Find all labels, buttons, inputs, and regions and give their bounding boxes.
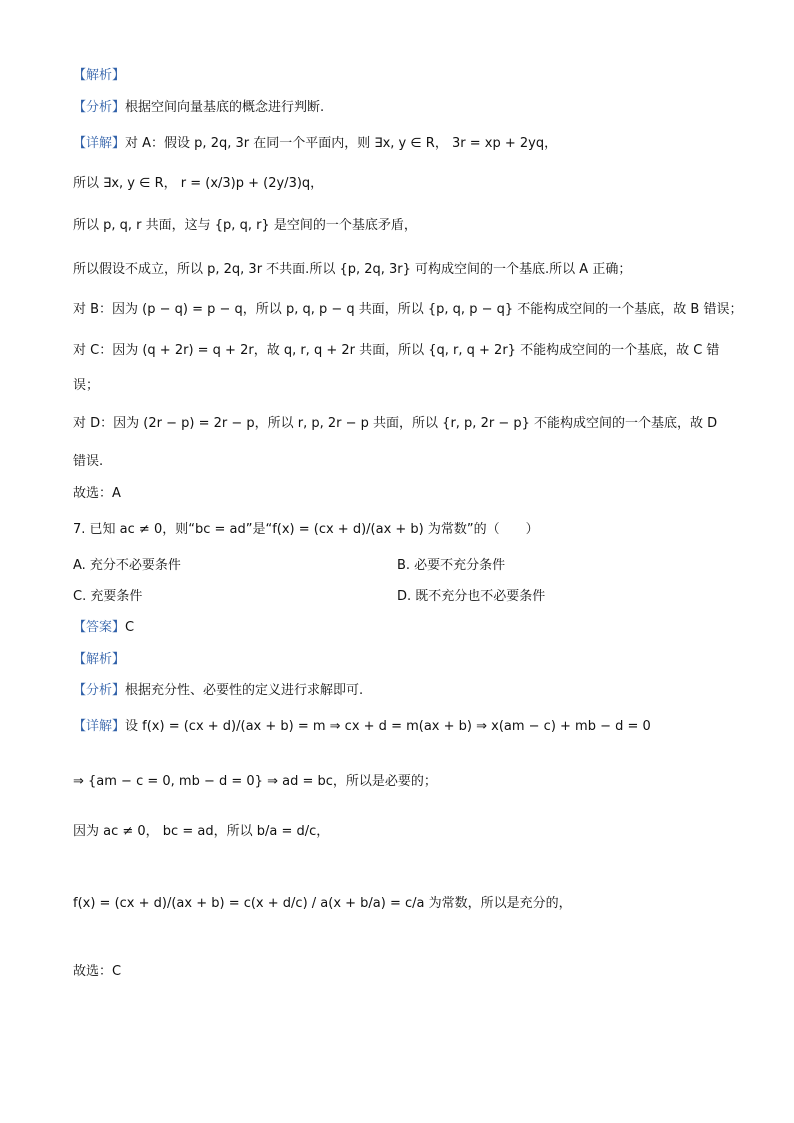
- detail2-line-3: 因为 ac ≠ 0， bc = ad，所以 b/a = d/c，: [73, 824, 330, 839]
- section-heading-analysis: 【解析】: [73, 68, 126, 83]
- detail2-line-1: [73, 717, 651, 737]
- analysis-label-2: 【分析】: [73, 683, 126, 698]
- answer-value: C: [125, 620, 135, 635]
- detail2-text: 设 f(x) = (cx + d)/(ax + b) = m ⇒ cx + d = m(ax + b) ⇒ x(am − c) + mb − d = 0: [125, 719, 651, 734]
- analysis-paragraph: [73, 98, 324, 118]
- detail-line-4: 所以假设不成立，所以 p, 2q, 3r 不共面.所以 {p, 2q, 3r} 可构成空间的一个基底.所以 A 正确；: [73, 262, 632, 277]
- analysis-text-2: 根据充分性、必要性的定义进行求解即可.: [125, 683, 364, 698]
- option-c: C. 充要条件: [73, 589, 143, 604]
- detail-line-1: [73, 134, 557, 154]
- answer-choice-line-2: 故选：C: [73, 964, 122, 979]
- analysis-paragraph-2: [73, 681, 363, 701]
- detail-label: 【详解】: [73, 136, 126, 151]
- detail-label-2: 【详解】: [73, 719, 126, 734]
- detail2-line-2: ⇒ {am − c = 0, mb − d = 0} ⇒ ad = bc，所以是必要的；: [73, 774, 437, 789]
- answer-choice-line: 故选：A: [73, 486, 121, 501]
- option-a: A. 充分不必要条件: [73, 558, 181, 573]
- detail-line-5: 对 B：因为 (p − q) = p − q，所以 p, q, p − q 共面，所以 {p, q, p − q} 不能构成空间的一个基底，故 B 错误；: [73, 302, 743, 317]
- detail-line-3: 所以 p, q, r 共面，这与 {p, q, r} 是空间的一个基底矛盾，: [73, 218, 417, 233]
- analysis-label: 【分析】: [73, 100, 126, 115]
- answer-line: [73, 618, 134, 638]
- detail-text: 对 A：假设 p, 2q, 3r 在同一个平面内，则 ∃x, y ∈ R， 3r = xp + 2yq，: [125, 136, 558, 151]
- option-d: D. 既不充分也不必要条件: [397, 589, 546, 604]
- option-b: B. 必要不充分条件: [397, 558, 506, 573]
- detail-line-6-cont: 误；: [73, 378, 100, 393]
- detail2-line-4: f(x) = (cx + d)/(ax + b) = c(x + d/c) / a(x + b/a) = c/a 为常数，所以是充分的，: [73, 896, 572, 911]
- analysis-text: 根据空间向量基底的概念进行判断.: [125, 100, 325, 115]
- detail-line-7-cont: 错误.: [73, 454, 104, 469]
- question-7-stem: 7. 已知 ac ≠ 0，则“bc = ad”是“f(x) = (cx + d)/(ax + b) 为常数”的（ ）: [73, 522, 539, 537]
- detail-line-7: 对 D：因为 (2r − p) = 2r − p，所以 r, p, 2r − p 共面，所以 {r, p, 2r − p} 不能构成空间的一个基底，故 D: [73, 416, 718, 431]
- answer-label: 【答案】: [73, 620, 126, 635]
- detail-line-6: 对 C：因为 (q + 2r) = q + 2r，故 q, r, q + 2r 共面，所以 {q, r, q + 2r} 不能构成空间的一个基底，故 C 错: [73, 343, 720, 358]
- detail-line-2: 所以 ∃x, y ∈ R， r = (x/3)p + (2y/3)q，: [73, 176, 324, 191]
- section-heading-analysis-2: 【解析】: [73, 652, 126, 667]
